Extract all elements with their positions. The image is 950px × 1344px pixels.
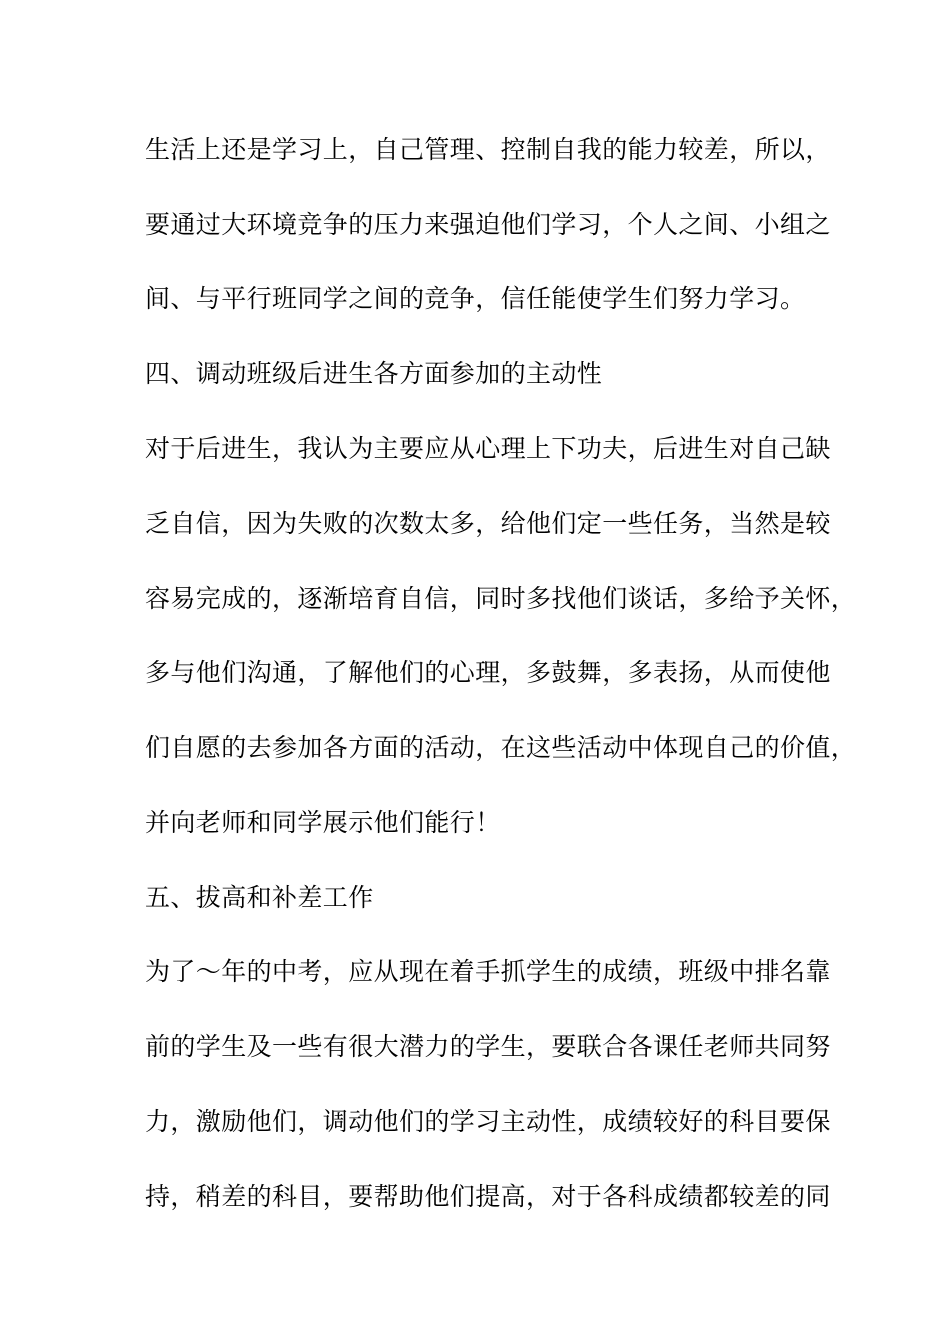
paragraph-line: 生活上还是学习上，自己管理、控制自我的能力较差，所以，	[145, 135, 831, 164]
paragraph-line: 容易完成的，逐渐培育自信，同时多找他们谈话，多给予关怀，	[145, 584, 857, 613]
paragraph-line: 要通过大环境竞争的压力来强迫他们学习，个人之间、小组之	[145, 210, 831, 239]
paragraph-line: 间、与平行班同学之间的竞争，信任能使学生们努力学习。	[145, 284, 806, 313]
paragraph-line: 多与他们沟通，了解他们的心理，多鼓舞，多表扬，从而使他	[145, 658, 831, 687]
paragraph-line: 们自愿的去参加各方面的活动，在这些活动中体现自己的价值，	[145, 733, 857, 762]
section-heading: 四、调动班级后进生各方面参加的主动性	[145, 359, 603, 388]
paragraph-line: 并向老师和同学展示他们能行！	[145, 808, 501, 837]
paragraph-line: 乏自信，因为失败的次数太多，给他们定一些任务，当然是较	[145, 509, 831, 538]
paragraph-line: 前的学生及一些有很大潜力的学生，要联合各课任老师共同努	[145, 1032, 831, 1061]
paragraph-line: 为了～年的中考，应从现在着手抓学生的成绩，班级中排名靠	[145, 957, 831, 986]
paragraph-line: 力，激励他们，调动他们的学习主动性，成绩较好的科目要保	[145, 1107, 831, 1136]
paragraph-line: 持，稍差的科目，要帮助他们提高，对于各科成绩都较差的同	[145, 1182, 831, 1211]
paragraph-line: 对于后进生，我认为主要应从心理上下功夫，后进生对自己缺	[145, 434, 831, 463]
section-heading: 五、拔高和补差工作	[145, 883, 374, 912]
